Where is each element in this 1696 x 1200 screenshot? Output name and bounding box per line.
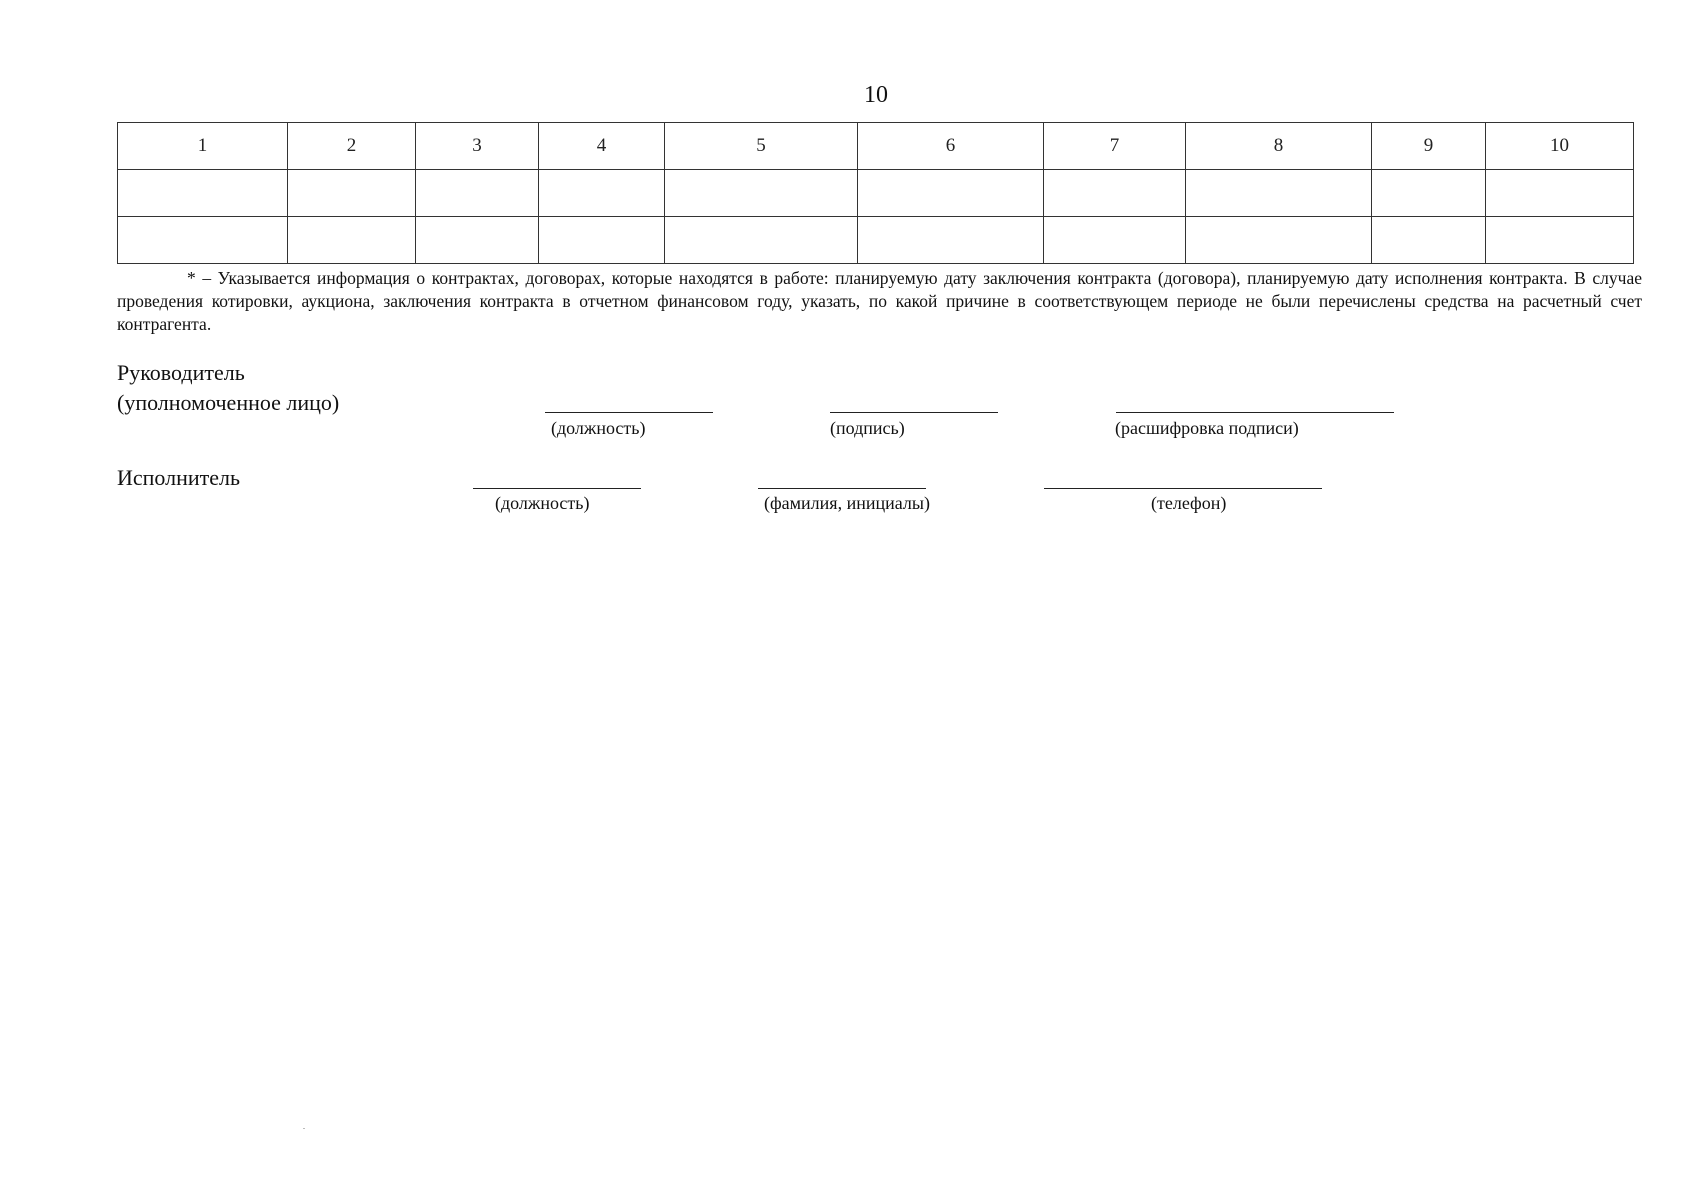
report-table bbox=[117, 122, 1634, 264]
table-cell bbox=[1372, 217, 1486, 264]
head-title: Руководитель bbox=[117, 360, 245, 385]
table-cell bbox=[858, 217, 1044, 264]
table-cell bbox=[1486, 217, 1634, 264]
column-number: 9 bbox=[1372, 123, 1486, 170]
head-position-caption: (должность) bbox=[551, 418, 646, 438]
column-number: 8 bbox=[1186, 123, 1372, 170]
column-number: 6 bbox=[858, 123, 1044, 170]
head-subtitle: (уполномоченное лицо) bbox=[117, 390, 340, 415]
executor-phone-line[interactable] bbox=[1044, 488, 1322, 489]
table-header-row bbox=[118, 123, 1634, 170]
head-signature-caption: (подпись) bbox=[830, 418, 905, 438]
column-number: 3 bbox=[416, 123, 539, 170]
column-number: 4 bbox=[539, 123, 665, 170]
table-cell bbox=[288, 170, 416, 217]
table-cell bbox=[1186, 217, 1372, 264]
head-decoding-line[interactable] bbox=[1116, 412, 1394, 413]
table-cell bbox=[1186, 170, 1372, 217]
table-cell bbox=[288, 217, 416, 264]
column-number: 2 bbox=[288, 123, 416, 170]
table-cell bbox=[416, 170, 539, 217]
table-cell bbox=[1486, 170, 1634, 217]
executor-name-line[interactable] bbox=[758, 488, 926, 489]
table-cell bbox=[416, 217, 539, 264]
executor-name-caption: (фамилия, инициалы) bbox=[764, 493, 930, 513]
table-cell bbox=[539, 170, 665, 217]
executor-position-line[interactable] bbox=[473, 488, 641, 489]
executor-position-caption: (должность) bbox=[495, 493, 590, 513]
executor-phone-caption: (телефон) bbox=[1151, 493, 1227, 513]
table-cell bbox=[1044, 170, 1186, 217]
column-number: 10 bbox=[1486, 123, 1634, 170]
table-cell bbox=[118, 217, 288, 264]
head-signature-line[interactable] bbox=[830, 412, 998, 413]
scan-speck bbox=[303, 1128, 305, 1129]
column-number: 1 bbox=[118, 123, 288, 170]
footnote: * – Указывается информация о контрактах, договорах, которые находятся в работе: планируемую дату заключения контракта (договора), планируемую дату исполнения контракта. В случае проведения котировки, аукциона, заключения контракта в отчетном финансовом году, указать, по какой причине в соответствующем периоде не были перечислены средства на расчетный счет контрагента. bbox=[117, 268, 1642, 334]
table-cell bbox=[539, 217, 665, 264]
table-cell bbox=[1044, 217, 1186, 264]
table-cell bbox=[118, 170, 288, 217]
table-cell bbox=[1372, 170, 1486, 217]
table-cell bbox=[858, 170, 1044, 217]
head-decoding-caption: (расшифровка подписи) bbox=[1115, 418, 1299, 438]
column-number: 7 bbox=[1044, 123, 1186, 170]
table-cell bbox=[665, 170, 858, 217]
table-cell bbox=[665, 217, 858, 264]
executor-title: Исполнитель bbox=[117, 465, 241, 490]
page-number: 10 bbox=[864, 82, 888, 108]
table-row bbox=[118, 170, 1634, 217]
table-row bbox=[118, 217, 1634, 264]
column-number: 5 bbox=[665, 123, 858, 170]
head-position-line[interactable] bbox=[545, 412, 713, 413]
